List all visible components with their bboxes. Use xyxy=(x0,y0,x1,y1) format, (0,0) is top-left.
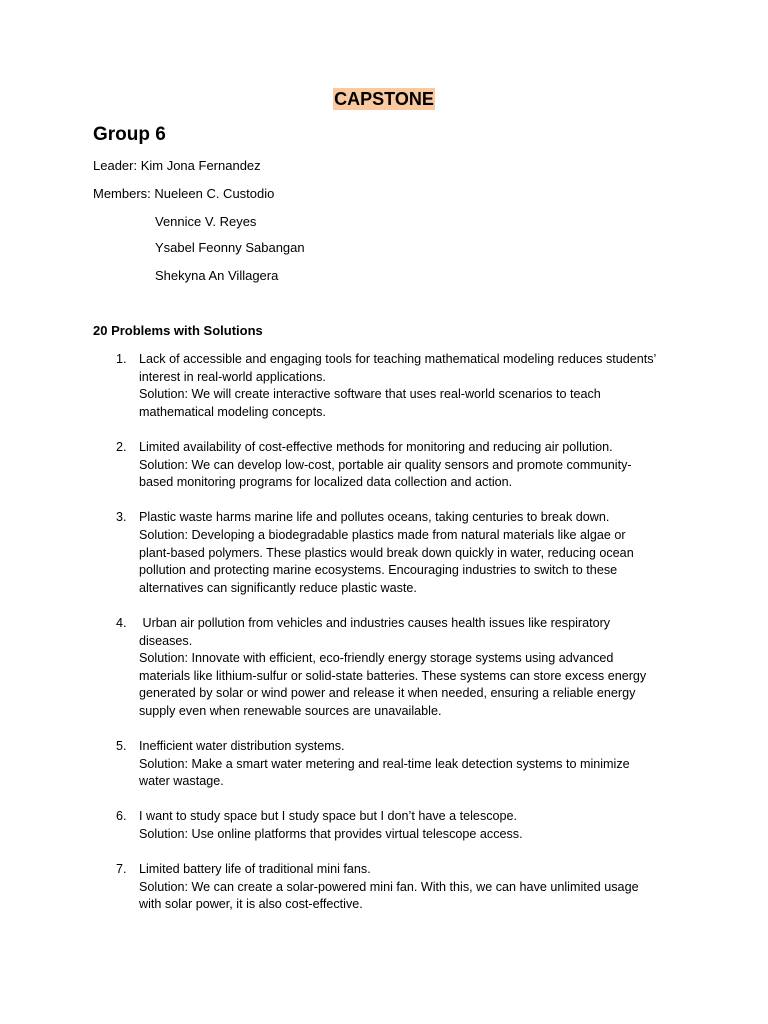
problem-line: Urban air pollution from vehicles and industries causes health issues like respiratory xyxy=(139,615,611,630)
problem-number: 3. xyxy=(116,510,127,525)
problem-list xyxy=(0,351,768,932)
problem-line: plant-based polymers. These plastics would break down quickly in water, reducing ocean xyxy=(139,545,634,560)
problem-line: with solar power, it is also cost-effective. xyxy=(139,897,363,912)
problem-item xyxy=(0,615,768,721)
members-line: Members: Nueleen C. Custodio xyxy=(93,186,275,201)
problem-number: 7. xyxy=(116,862,127,877)
problem-line: Solution: We can develop low-cost, portable air quality sensors and promote community- xyxy=(139,457,632,472)
member-name: Vennice V. Reyes xyxy=(155,214,257,229)
problem-line: Solution: We can create a solar-powered mini fan. With this, we can have unlimited usage xyxy=(139,879,639,894)
problem-text xyxy=(139,738,679,791)
problem-item xyxy=(0,861,768,914)
problem-item xyxy=(0,808,768,843)
group-heading: Group 6 xyxy=(93,124,166,145)
problem-line: generated by solar or wind power and release it when needed, ensuring a reliable energy xyxy=(139,686,636,701)
problem-item xyxy=(0,351,768,421)
problem-line: based monitoring programs for localized data collection and action. xyxy=(139,475,513,490)
problem-item xyxy=(0,738,768,791)
problem-line: Solution: Innovate with efficient, eco-friendly energy storage systems using advanced xyxy=(139,651,614,666)
problem-text xyxy=(139,351,679,421)
leader-line: Leader: Kim Jona Fernandez xyxy=(93,158,261,173)
problem-line: supply even when renewable sources are unavailable. xyxy=(139,703,442,718)
member-name: Shekyna An Villagera xyxy=(155,268,279,283)
problem-line: Solution: Developing a biodegradable plastics made from natural materials like algae or xyxy=(139,527,626,542)
section-heading: 20 Problems with Solutions xyxy=(93,323,263,338)
problem-line: Limited availability of cost-effective methods for monitoring and reducing air pollution. xyxy=(139,439,613,454)
problem-text xyxy=(139,509,679,597)
problem-number: 1. xyxy=(116,352,127,366)
problem-line: Inefficient water distribution systems. xyxy=(139,739,345,754)
problem-line: Plastic waste harms marine life and pollutes oceans, taking centuries to break down. xyxy=(139,510,610,525)
problem-line: Solution: Make a smart water metering and real-time leak detection systems to minimize xyxy=(139,756,630,771)
problem-text xyxy=(139,808,679,843)
problem-number: 2. xyxy=(116,439,127,454)
problem-line: Limited battery life of traditional mini fans. xyxy=(139,862,371,877)
problem-number: 4. xyxy=(116,615,127,630)
problem-line: Solution: We will create interactive software that uses real-world scenarios to teach xyxy=(139,387,601,402)
problem-item xyxy=(0,439,768,492)
problem-number: 6. xyxy=(116,809,127,824)
problem-line: alternatives can significantly reduce plastic waste. xyxy=(139,580,417,595)
title-block xyxy=(0,88,768,110)
problem-line: water wastage. xyxy=(139,774,224,789)
problem-number: 5. xyxy=(116,739,127,754)
problem-line: materials like lithium-sulfur or solid-state batteries. These systems can store excess energy xyxy=(139,668,647,683)
document-title: CAPSTONE xyxy=(334,89,434,109)
problem-line: pollution and protecting marine ecosystems. Encouraging industries to switch to these xyxy=(139,563,618,578)
problem-line: Solution: Use online platforms that provides virtual telescope access. xyxy=(139,827,523,842)
problem-line: diseases. xyxy=(139,633,193,648)
problem-text xyxy=(139,861,679,914)
problem-line: mathematical modeling concepts. xyxy=(139,404,326,419)
problem-text xyxy=(139,439,679,492)
problem-item xyxy=(0,509,768,597)
problem-line: Lack of accessible and engaging tools for teaching mathematical modeling reduces students’ xyxy=(139,352,657,366)
problem-line: I want to study space but I study space but I don’t have a telescope. xyxy=(139,809,518,824)
problem-line: interest in real-world applications. xyxy=(139,369,326,384)
member-name: Ysabel Feonny Sabangan xyxy=(155,240,305,255)
problem-text xyxy=(139,615,679,721)
